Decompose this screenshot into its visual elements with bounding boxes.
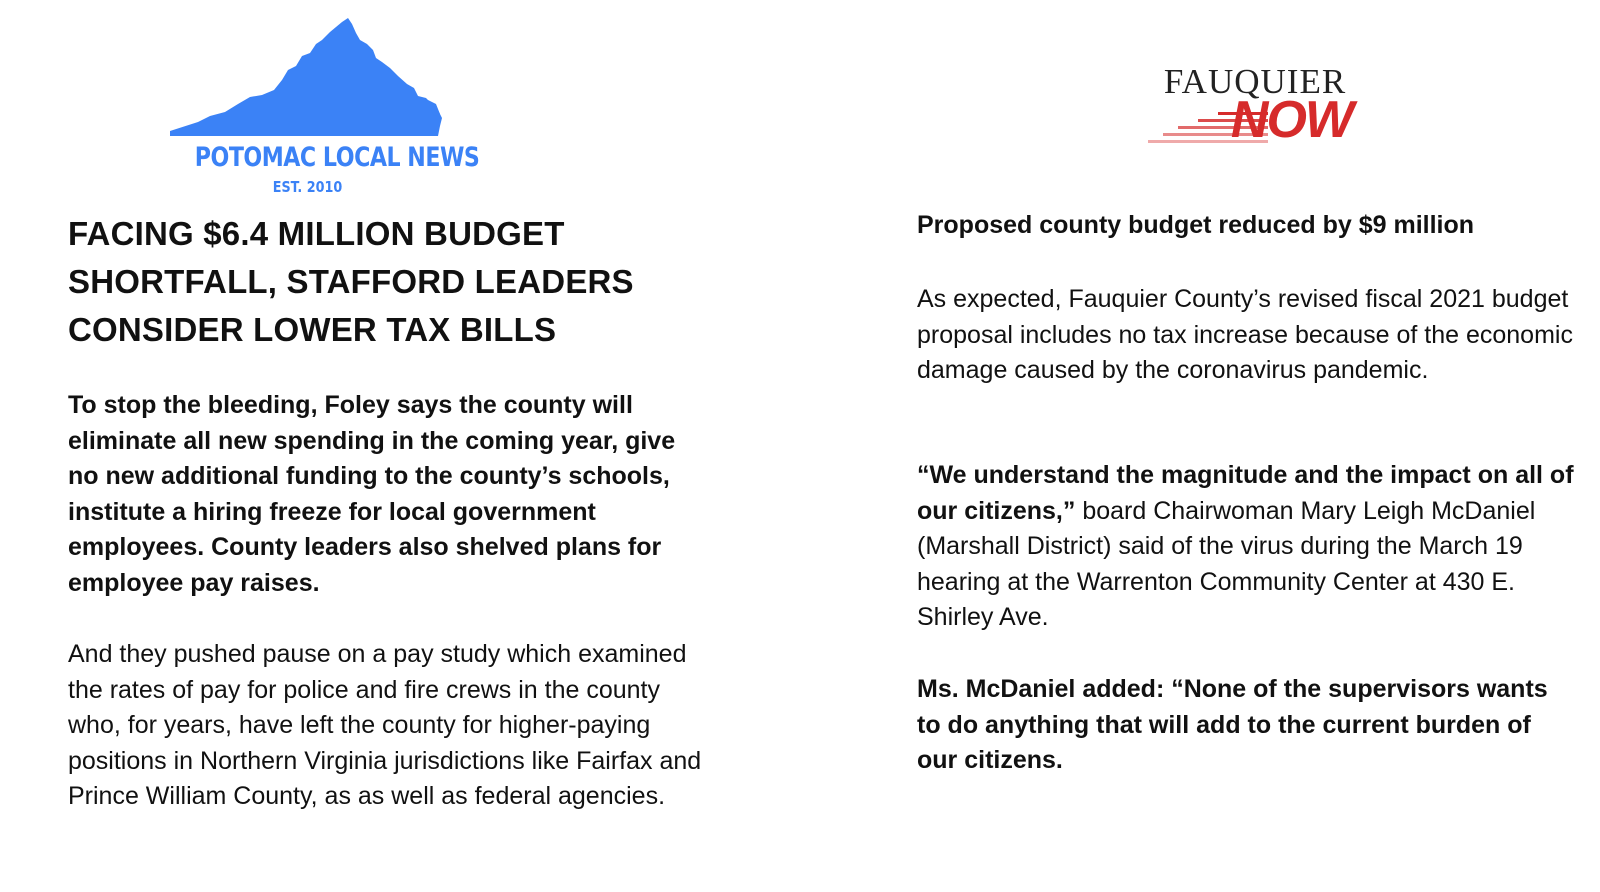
fauquier-wordmark: FAUQUIER (1163, 62, 1347, 101)
virginia-map-icon (170, 18, 445, 136)
now-wordmark: NOW (1230, 91, 1352, 149)
fauquier-paragraph-1: As expected, Fauquier County’s revised fiscal 2021 budget proposal includes no tax increase because of the economic damage caused by the coronavirus pandemic. (917, 285, 1573, 384)
stafford-bold-paragraph: To stop the bleeding, Foley says the county will eliminate all new spending in the coming year, give no new additional funding to the county’s schools, institute a hiring freeze for local government employees. County leaders also shelved plans for employee pay raises. (68, 391, 676, 597)
fauquier-quote: “We understand the magnitude and the impact on all of our citizens,” (917, 461, 1574, 525)
fauquier-headline: Proposed county budget reduced by $9 million (917, 211, 1475, 239)
potomac-local-news-logo (170, 18, 480, 198)
fauquier-now-logo (1140, 62, 1370, 152)
stafford-headline: FACING $6.4 MILLION BUDGET SHORTFALL, STAFFORD LEADERS CONSIDER LOWER TAX BILLS (68, 215, 634, 348)
potomac-local-news-wordmark: POTOMAC LOCAL NEWS (194, 142, 480, 173)
fauquier-quote-attribution: board Chairwoman Mary Leigh McDaniel (Marshall District) said of the virus during the March 19 hearing at the Warrenton Community Center at 430 E. Shirley Ave. (917, 496, 1536, 631)
fauquier-paragraph-2 (917, 458, 1577, 636)
stafford-paragraph: And they pushed pause on a pay study which examined the rates of pay for police and fire crews in the county who, for years, have left the county for higher-paying positions in Northern Virginia jurisdictions like Fairfax and Prince William County, as as well as federal agencies. (68, 640, 702, 810)
potomac-local-news-established: EST. 2010 (272, 178, 343, 196)
fauquier-paragraph-3: Ms. McDaniel added: “None of the supervisors wants to do anything that will add to the current burden of our citizens. (917, 675, 1548, 774)
